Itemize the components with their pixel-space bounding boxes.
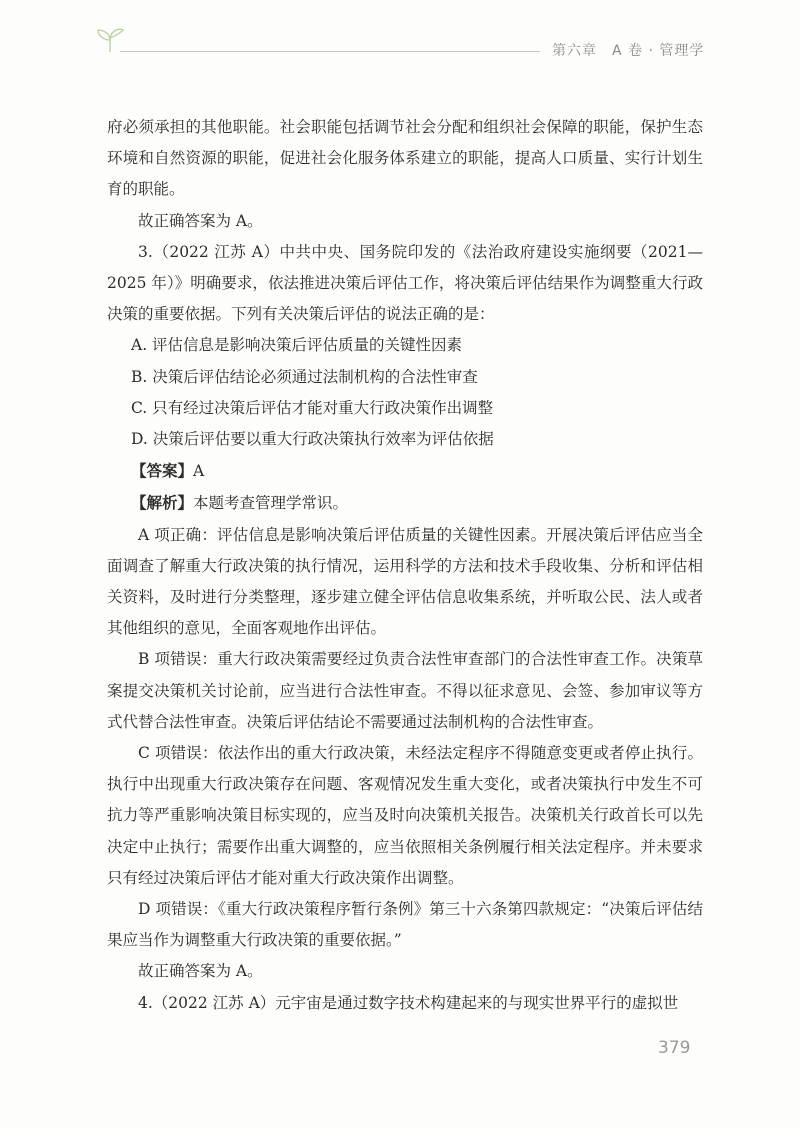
option-d: D. 决策后评估要以重大行政决策执行效率为评估依据 (131, 430, 494, 449)
answer-label: 【答案】 (131, 461, 194, 481)
answer-line (107, 455, 703, 487)
option-b: B. 决策后评估结论必须通过法制机构的合法性审查 (131, 367, 478, 386)
analysis-value: 本题考查管理学常识。 (193, 494, 349, 513)
answer-value: A (193, 462, 205, 481)
analysis-line (107, 487, 703, 519)
paragraph-continued: 府必须承担的其他职能。社会职能包括调节社会分配和组织社会保障的职能，保护生态环境和自然资源的职能，促进社会化服务体系建立的职能，提高人口质量、实行计划生育的职能。 (107, 118, 703, 199)
page-body (107, 112, 703, 1019)
option-a: A. 评估信息是影响决策后评估质量的关键性因素 (131, 336, 463, 355)
answer-conclusion-q3: 故正确答案为 A。 (138, 962, 263, 981)
analysis-item-c: C 项错误：依法作出的重大行政决策，未经法定程序不得随意变更或者停止执行。执行中出现重大行政决策存在问题、客观情况发生重大变化，或者决策执行中发生不可抗力等严重影响决策目标实现的，应当及时向决策机关报告。决策机关行政首长可以先决定中止执行；需要作出重大调整的，应当依照相关条例履行相关法定程序。并未要求只有经过决策后评估才能对重大行政决策作出调整。 (107, 744, 703, 887)
chapter-title: 第六章 A 卷 · 管理学 (552, 43, 705, 59)
analysis-label: 【解析】 (131, 493, 194, 513)
page-number: 379 (658, 1038, 691, 1058)
analysis-item-b: B 项错误：重大行政决策需要经过负责合法性审查部门的合法性审查工作。决策草案提交决策机关讨论前，应当进行合法性审查。不得以征求意见、会签、参加审议等方式代替合法性审查。决策后评估结论不需要通过法制机构的合法性审查。 (107, 650, 703, 731)
header-rule (120, 51, 540, 52)
analysis-item-a: A 项正确：评估信息是影响决策后评估质量的关键性因素。开展决策后评估应当全面调查了解重大行政决策的执行情况，运用科学的方法和技术手段收集、分析和评估相关资料，及时进行分类整理，逐步建立健全评估信息收集系统，并听取公民、法人或者其他组织的意见，全面客观地作出评估。 (107, 525, 703, 638)
option-c: C. 只有经过决策后评估才能对重大行政决策作出调整 (131, 398, 494, 417)
analysis-item-d: D 项错误：《重大行政决策程序暂行条例》第三十六条第四款规定：“决策后评估结果应当作为调整重大行政决策的重要依据。” (107, 900, 703, 950)
question-4-stem: 4.（2022 江苏 A）元宇宙是通过数字技术构建起来的与现实世界平行的虚拟世 (138, 993, 679, 1012)
question-3-stem: 3.（2022 江苏 A）中共中央、国务院印发的《法治政府建设实施纲要（2021—2025 年）》明确要求，依法推进决策后评估工作，将决策后评估结果作为调整重大行政决策的重要依据。下列有关决策后评估的说法正确的是： (107, 242, 703, 324)
answer-conclusion-q2: 故正确答案为 A。 (138, 211, 263, 230)
sprout-icon (92, 24, 128, 54)
page-header (0, 0, 800, 70)
